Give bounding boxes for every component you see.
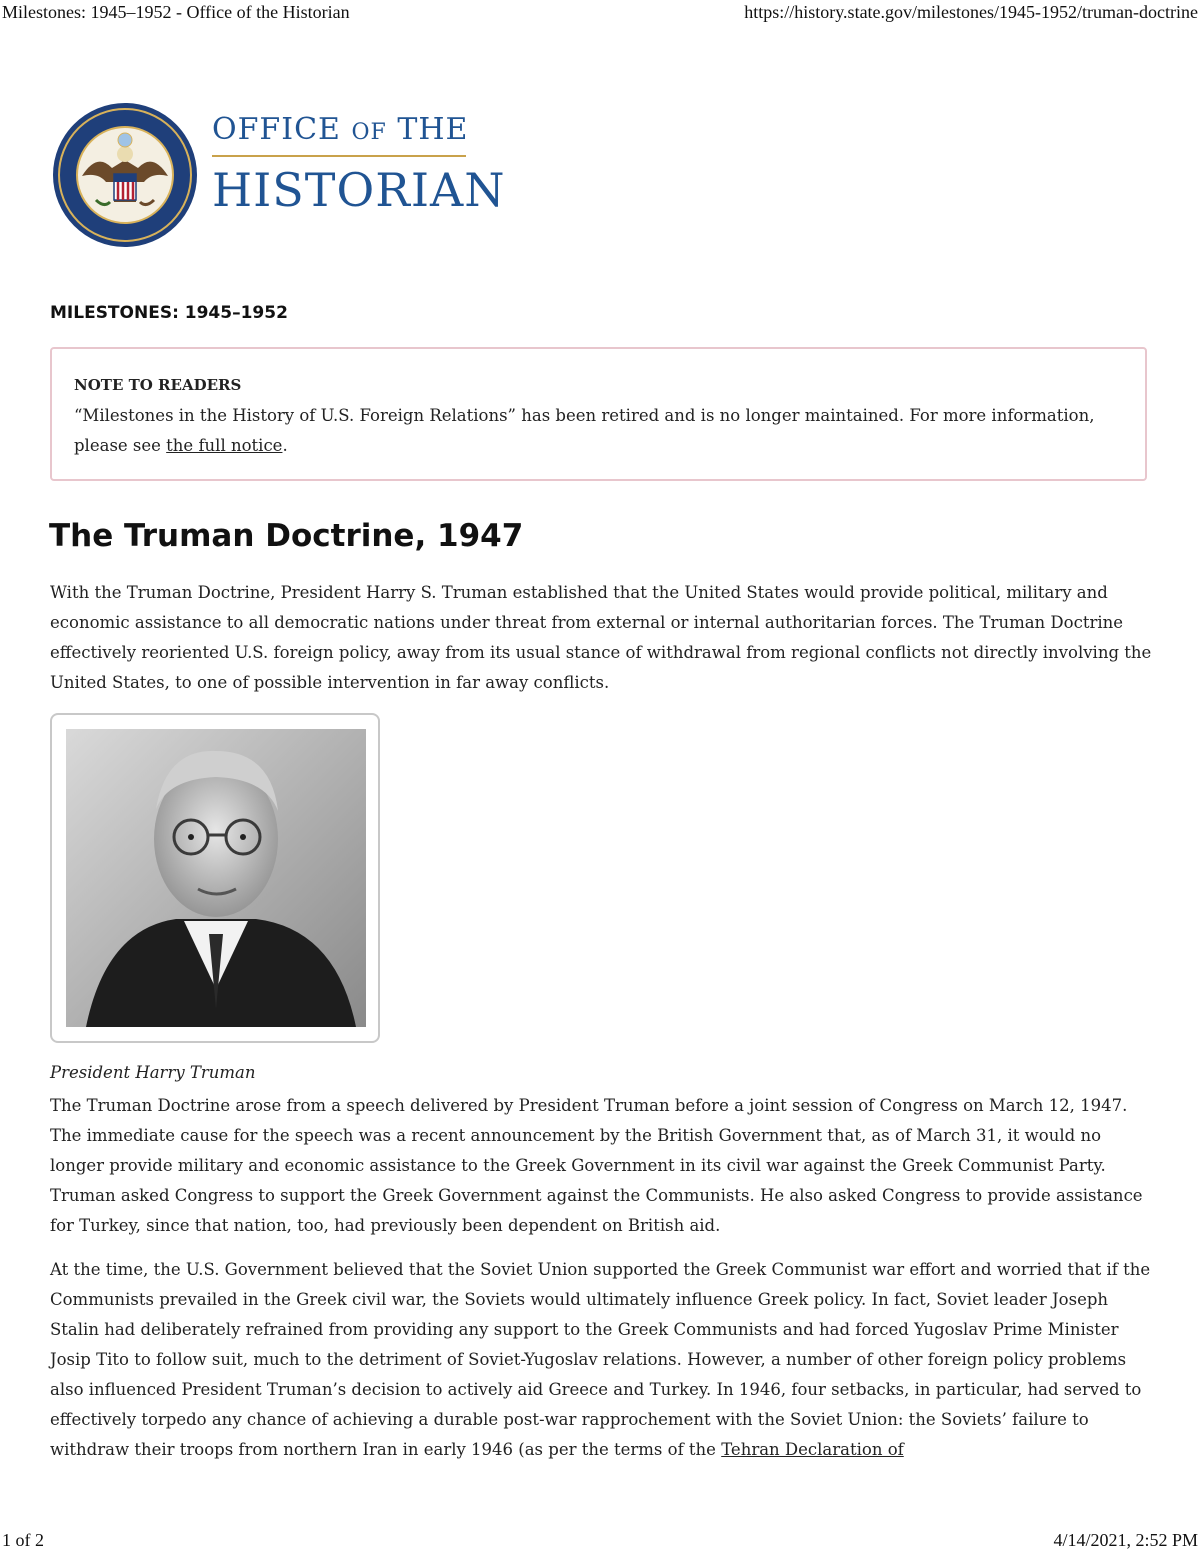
intro-paragraph: With the Truman Doctrine, President Harry S. Truman established that the United States would provide political, military and economic assistance to all democratic nations under threat from external or internal authoritarian forces. The Truman Doctrine effectively reoriented U.S. foreign policy, away from its usual stance of withdrawal from regional conflicts not directly involving the United States, to one of possible intervention in far away conflicts.: [50, 583, 1152, 692]
office-of-historian-logo[interactable]: [52, 102, 506, 252]
logo-office-text: OFFICE: [212, 112, 341, 147]
print-header: [0, 2, 1200, 24]
print-footer: [0, 1530, 1200, 1552]
body-paragraph-2: The Truman Doctrine arose from a speech delivered by President Truman before a joint session of Congress on March 12, 1947. The immediate cause for the speech was a recent announcement by the British Government that, as of March 31, it would no longer provide military and economic assistance to the Greek Government in its civil war against the Greek Communist Party. Truman asked Congress to support the Greek Government against the Communists. He also asked Congress to provide assistance for Turkey, since that nation, too, had previously been dependent on British aid.: [50, 1096, 1143, 1235]
logo-of-text: OF: [351, 120, 387, 145]
full-notice-link[interactable]: the full notice: [166, 436, 283, 455]
print-page-count: 1 of 2: [2, 1530, 44, 1550]
logo-wordmark: [212, 112, 506, 217]
department-of-state-seal-icon: [52, 102, 198, 248]
print-datetime: 4/14/2021, 2:52 PM: [1053, 1530, 1198, 1550]
section-label: MILESTONES: 1945–1952: [50, 303, 288, 323]
logo-divider: [212, 155, 466, 157]
logo-the-text: THE: [397, 112, 469, 147]
body-paragraph-3-text: At the time, the U.S. Government believed that the Soviet Union supported the Greek Communist war effort and worried that if the Communists prevailed in the Greek civil war, the Soviets would ultimately influence Greek policy. In fact, Soviet leader Joseph Stalin had deliberately refrained from providing any support to the Greek Communists and had forced Yugoslav Prime Minister Josip Tito to follow suit, much to the detriment of Soviet-Yugoslav relations. However, a number of other foreign policy problems also influenced President Truman’s decision to actively aid Greece and Turkey. In 1946, four setbacks, in particular, had served to effectively torpedo any chance of achieving a durable post-war rapprochement with the Soviet Union: the Soviets’ failure to withdraw their troops from northern Iran in early 1946 (as per the terms of the: [50, 1260, 1151, 1459]
image-caption: President Harry Truman: [50, 1063, 256, 1082]
notice-text: [74, 401, 1123, 461]
truman-portrait-frame[interactable]: [50, 713, 380, 1043]
truman-portrait-image: [66, 729, 366, 1027]
print-url: https://history.state.gov/milestones/1945-1952/truman-doctrine: [744, 2, 1198, 22]
body-paragraph-3: [50, 1255, 1160, 1465]
tehran-declaration-link[interactable]: Tehran Declaration of: [721, 1440, 904, 1459]
notice-text-before-link: “Milestones in the History of U.S. Foreign Relations” has been retired and is no longer maintained. For more information, please see: [74, 406, 1095, 455]
note-to-readers-box: [50, 347, 1147, 481]
notice-text-after-link: .: [282, 436, 288, 455]
print-page-title: Milestones: 1945–1952 - Office of the Historian: [2, 2, 350, 22]
logo-historian-text: HISTORIAN: [212, 163, 506, 217]
notice-title: NOTE TO READERS: [74, 376, 242, 394]
page-title: The Truman Doctrine, 1947: [49, 518, 524, 554]
